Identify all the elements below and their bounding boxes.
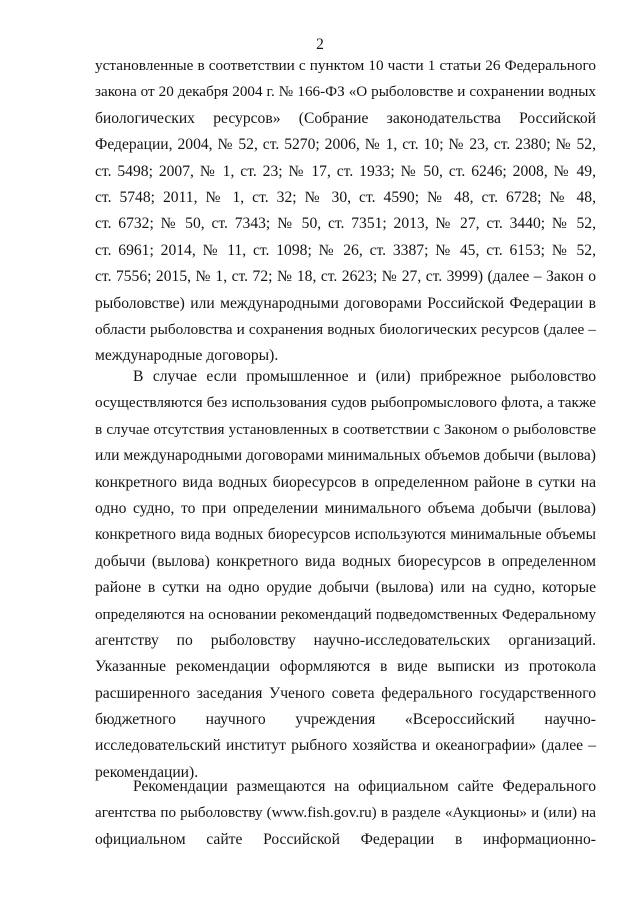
text-line: биологических ресурсов» (Собрание законодательства Российской [95,109,596,127]
text-line: районе в сутки на одно орудие добычи (вылова) или на судно, которые [95,579,596,597]
text-line: В случае если промышленное и (или) прибрежное рыболовство [133,368,596,385]
text-line: рекомендации). [95,763,199,781]
text-line: официальном сайте Российской Федерации в информационно- [95,830,596,848]
page-number: 2 [316,36,324,53]
text-line: рыболовстве) или международными договорами Российской Федерации в [95,294,596,312]
text-line: Федерации, 2004, № 52, ст. 5270; 2006, № 1, ст. 10; № 23, ст. 2380; № 52, [95,136,596,154]
text-line: ст. 6961; 2014, № 11, ст. 1098; № 26, ст. 3387; № 45, ст. 6153; № 52, [95,241,596,259]
paragraph-minimum-catch-rules [95,364,596,786]
text-line: определяются на основании рекомендаций подведомственных Федеральному [95,606,596,623]
text-line: или международными договорами минимальных объемов добычи (вылова) [95,447,596,465]
text-line: ст. 6732; № 50, ст. 7343; № 50, ст. 7351; 2013, № 27, ст. 3440; № 52, [95,215,596,233]
text-line: агентству по рыболовству научно-исследовательских организаций. [95,631,596,649]
text-line: ст. 7556; 2015, № 1, ст. 72; № 18, ст. 2623; № 27, ст. 3999) (далее – Закон о [95,268,596,286]
text-line: ст. 5748; 2011, № 1, ст. 32; № 30, ст. 4590; № 48, ст. 6728; № 48, [95,188,596,206]
text-line: Указанные рекомендации оформляются в виде выписки из протокола [95,658,596,676]
text-line: добычи (вылова) конкретного вида водных биоресурсов в определенном [95,552,596,570]
paragraph-legal-reference [95,53,596,370]
text-line: закона от 20 декабря 2004 г. № 166-ФЗ «О рыболовстве и сохранении водных [95,83,596,101]
text-line: расширенного заседания Ученого совета федерального государственного [95,684,596,702]
text-line: ст. 5498; 2007, № 1, ст. 23; № 17, ст. 1933; № 50, ст. 6246; 2008, № 49, [95,162,596,180]
text-line: области рыболовства и сохранения водных биологических ресурсов (далее – [95,320,596,338]
text-line: Рекомендации размещаются на официальном сайте Федерального [133,778,596,795]
text-line: в случае отсутствия установленных в соответствии с Законом о рыболовстве [95,420,596,438]
text-line: конкретного вида водных биоресурсов в определенном районе в сутки на [95,473,596,491]
text-line: установленные в соответствии с пунктом 10 части 1 статьи 26 Федерального [95,57,596,74]
paragraph-recommendations-publication [95,774,596,853]
text-line: осуществляются без использования судов рыбопромыслового флота, а также [95,394,596,412]
text-line: одно судно, то при определении минимального объема добычи (вылова) [95,499,596,517]
text-line: конкретного вида водных биоресурсов используются минимальные объемы [95,526,596,544]
text-line: международные договоры). [95,347,279,365]
text-line: агентства по рыболовству (www.fish.gov.ru) в разделе «Аукционы» и (или) на [95,805,596,822]
text-line: бюджетного научного учреждения «Всероссийский научно- [95,711,596,729]
text-line: исследовательский институт рыбного хозяйства и океанографии» (далее – [95,737,596,755]
